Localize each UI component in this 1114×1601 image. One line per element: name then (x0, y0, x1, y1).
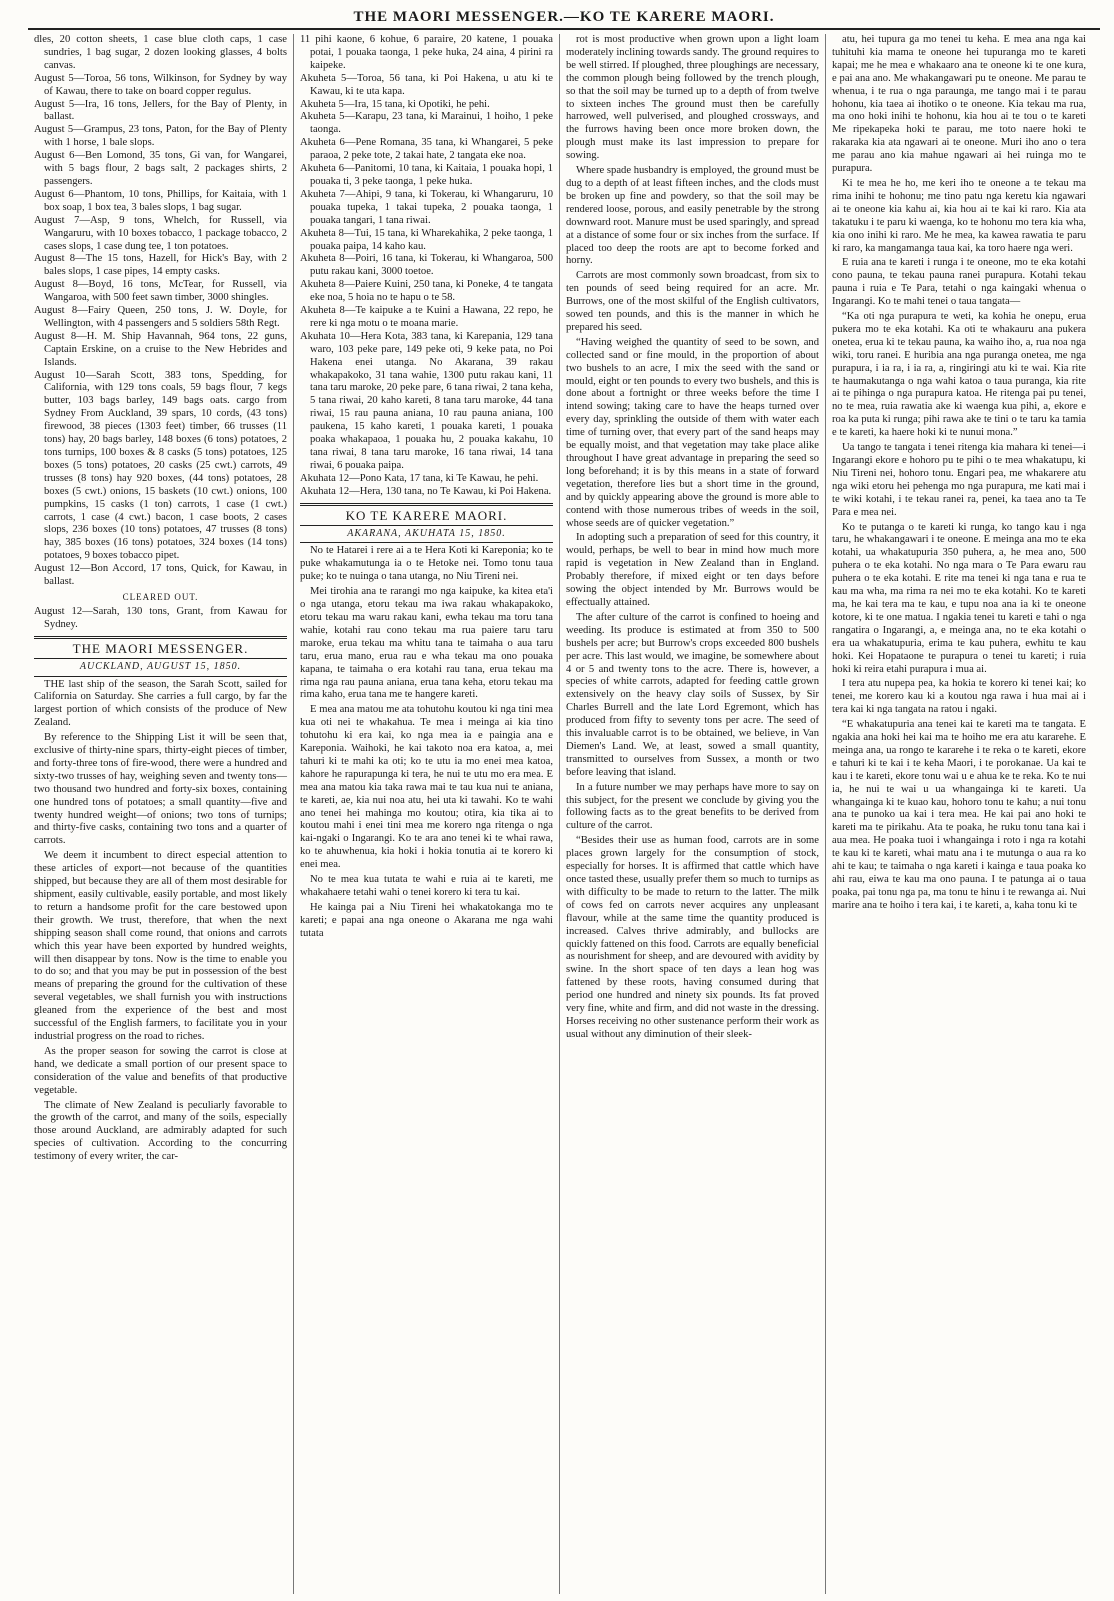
article-paragraph: E ruia ana te kareti i runga i te oneone, mo te eka kotahi cono pauna, te tekau pauna ranei purapura. Kotahi tekau pauna i ruia e Te Para, tetahi o nga kaingaki whenua o Ingarangi. Ko te mahi tenei o taua tangata— (832, 257, 1086, 308)
article-paragraph: In adopting such a preparation of seed for this country, it would, perhaps, be well to bear in mind how much more rapid is vegetation in New Zealand than in England. Probably therefore, if mixed eight or ten days before sowing the object intended by Mr. Burrows would be effectually attained. (566, 532, 819, 608)
article-paragraph: No te Hatarei i rere ai a te Hera Koti ki Kareponia; ko te puke whakamutunga ia o te Hetoke nei. Tomo tonu taua puke; ko te nuinga o tana utanga, no Niu Tireni nei. (300, 545, 553, 583)
columns (28, 34, 1100, 1594)
masthead-title: KO TE KARERE MAORI. (345, 507, 508, 523)
shipping-entry: Akuheta 6—Pene Romana, 35 tana, ki Whangarei, 5 peke paraoa, 2 peke tote, 2 takai hate, 2 tangata eke noa. (300, 137, 553, 162)
shipping-entry: Akuheta 8—Poiri, 16 tana, ki Tokerau, ki Whangaroa, 500 putu rakau kani, 3000 toetoe. (300, 253, 553, 278)
article-paragraph: E mea ana matou me ata tohutohu koutou ki nga tini mea kua oti nei te whakahua. Te mea i meinga ai kia tino tohutohu ki era kai, ko nga mea ia e paingia ana e Kareponia. Waihoki, he kai takoto noa era katoa, a, mei tahuri ki te mahi ka oti; ko te utu ia mo enei mea katoa, kahore he rapurapunga ki tera, he nui te utu mo era mea. E mea ana matou kia taka rawa mai te tau kua nui te aniana, te kareti, ae, kia nui noa atu, hei uta ki tawahi. Ko te wahi ano tenei hei mahinga mo koutou; otira, kia tika ai to koutou mahi i enei tini mea me korero nga ritenga o nga kai-ngaki o Ingarangi. Ko te ara ano tenei ki te whai rawa, ko te ahuwhenua, kia hoki i hokia tonutia ai te korero ki enei mea. (300, 704, 553, 871)
article-english (34, 679, 287, 1165)
article-paragraph: rot is most productive when grown upon a light loam moderately inclining towards sandy. The ground requires to be well stirred. If ploughed, three ploughings are necessary, the common plough being followed by the trench plough, so that the soil may be turned up to a depth of from twelve to sixteen inches The ground must then be carefully harrowed, well pulverised, and ploughed crossways, and the furrows having been once more broken down, the plough must make its last impression to prepare for sowing. (566, 34, 819, 162)
shipping-entry: August 5—Toroa, 56 tons, Wilkinson, for Sydney by way of Kawau, there to take on board copper regulus. (34, 72, 287, 97)
masthead-dateline: AUCKLAND, AUGUST 15, 1850. (34, 658, 287, 674)
running-head: THE MAORI MESSENGER.—KO TE KARERE MAORI. (28, 8, 1100, 30)
masthead-english (34, 636, 287, 677)
article-paragraph: As the proper season for sowing the carrot is close at hand, we dedicate a small portion of our present space to consideration of the value and benefits of that productive vegetable. (34, 1045, 287, 1096)
masthead-dateline: AKARANA, AKUHATA 15, 1850. (300, 525, 553, 541)
article-paragraph: I tera atu nupepa pea, ka hokia te korero ki tenei kai; ko tenei, me korero kau ki a koutou nga rawa i hua mai ai i tera kai ki nga tangata na ratou i ngaki. (832, 678, 1086, 716)
article-paragraph: By reference to the Shipping List it will be seen that, exclusive of thirty-nine spars, thirty-eight pieces of timber, and forty-three tons of fire-wood, there were a hundred and sixty-two trusses of hay, weighing seven and twenty tons—two thousand two hundred and forty-six boxes, containing one hundred tons of potatoes; a small quantity—five and twenty hundred weight—of onions; two tons of turnips; and thirty-five casks, containing two tons and a quarter of carrots. (34, 732, 287, 847)
shipping-entry: August 7—Asp, 9 tons, Whelch, for Russell, via Wangaruru, with 10 boxes tobacco, 1 package tobacco, 2 cases slops, 1 case dung tee, 1 ton potatoes. (34, 214, 287, 252)
shipping-entry: August 8—Fairy Queen, 250 tons, J. W. Doyle, for Wellington, with 4 passengers and 5 soldiers 58th Regt. (34, 305, 287, 329)
article-paragraph: Mei tirohia ana te rarangi mo nga kaipuke, ka kitea eta'i o nga utanga, etoru tekau ma iwa rakau whakapakoko, etoru tekau ma waru rakau kani, ewha tekau ma toru tana wahie, kotahi rau cono tekau ma rua paiere taru taru maroke, erua tekau ma whitu tana te taimaha o aua taru taru, erua mano, erua rau e wha tekau ma ono pouaka kapana, te taimaha o era kotahi rau tana, erua tekau ma rima nga rau pauna aniana, erua tana keha, etoru tekau ma rima kaho, erua tana me te hangere kareti. (300, 586, 553, 701)
article-paragraph: Where spade husbandry is employed, the ground must be dug to a depth of at least fifteen inches, and the clods must be broken up fine and powdery, so that the soil may be rendered loose, porous, and easily penetrable by the strong downward root. Manure must be used sparingly, and spread at a distance of some four or six inches from the surface. If placed too deep the roots are apt to become forked and horny. (566, 165, 819, 267)
article-paragraph: In a future number we may perhaps have more to say on this subject, for the present we conclude by giving you the following facts as to the great benefits to be derived from culture of the carrot. (566, 781, 819, 832)
article-maori (300, 545, 553, 940)
shipping-entry: August 6—Phantom, 10 tons, Phillips, for Kaitaia, with 1 box soap, 1 box tea, 3 bales slops, 1 bag sugar. (34, 188, 287, 213)
shipping-list-maori (300, 34, 553, 499)
article-paragraph: THE last ship of the season, the Sarah Scott, sailed for California on Saturday. She carries a full cargo, by far the largest portion of which consists of the produce of New Zealand. (34, 678, 287, 729)
shipping-entry: August 6—Ben Lomond, 35 tons, Gi van, for Wangarei, with 5 bags flour, 2 bags salt, 2 packages shirts, 2 passengers. (34, 150, 287, 187)
article-quote: “Besides their use as human food, carrots are in some places grown largely for the consumption of stock, especially for horses. It is affirmed that cattle which have once tasted these, usually prefer them so much to turnips as with difficulty to be made to return to the latter. The milk of cows fed on carrots never acquires any unpleasant flavour, while at the same time the quantity produced is increased. Calves thrive admirably, and bullocks are quickly fattened on this food. Carrots are equally beneficial as nourishment for sheep, and are devoured with avidity by swine. In the short space of ten days a lean hog was fattened by these roots, having consumed during that period one hundred and ninety six pounds. Its fat proved very fine, white and firm, and did not waste in the dressing. Horses receiving no other sustenance perform their work as usual without any diminution of their sleek- (566, 835, 819, 1040)
shipping-entry: Akuheta 7—Ahipi, 9 tana, ki Tokerau, ki Whangaruru, 10 pouaka tupeka, 1 takai tupeka, 2 pouaka taonga, 1 pouaka tangari, 1 tana riwai. (300, 188, 553, 226)
article-paragraph: Ki te mea he ho, me keri iho te oneone a te tekau ma rima inihi te hohonu; me tino patu nga keretu kia ngawari ai te oneone kia kahu ai, kia hou ai te kai ki raro. Kia ata takatuku i te paru ki waenga, ko te hohonu mo tera kia wha, kia ono inihi ki raro. Me he mea, ka kawea rawatia te paru ki raro, ka mangamanga taua kai, ka toro haere nga weri. (832, 177, 1086, 254)
article-paragraph: Ko te putanga o te kareti ki runga, ko tango kau i nga taru, he whakangawari i te oneone. E meinga ana mo te eka kotahi, ua whakatupuria 350 puhera, a, he mea ano, 500 puhera o te eka kotahi. No nga mara o Te Para ewaru rau puhera o te eka kotahi. E rite ma tenei ki nga tana e rua te kau ma wha, ma rima ra nei mo te eka kotahi. Ko te kareti ma, he kai tera ma te kau, e tupu noa ana ia ki te oneone kotore, ki te one matua. I ngakia tenei tu kareti e tahi o nga rangatira o Ingarangi, a, e meinga ana, no te eka kotahi o era ua whakatupuria, erima te kau puhera, ewhitu te kau hoki. Kei Hopataone te purapura o tenei tu kareti; i ruia hoki ki reira etahi purapura i mua ai. (832, 521, 1086, 675)
shipping-entry: Akuhata 10—Hera Kota, 383 tana, ki Karepania, 129 tana waro, 103 peke pare, 149 peke oti, 9 keke pata, no Poi Hakena enei utanga. No Akarana, 39 rakau whakapakoko, 31 tana wahie, 1300 putu rakau kani, 11 tana taru maroke, 20 peke pare, 6 tana riwai, 2 tana keha, 5 tana riwai, 20 kaho kareti, 8 tana taru maroke, 44 tana riwai, 15 rau pauna aniana, 10 rau pauna aniana, 100 paukena, 15 kaho kareti, 1 pouaka kareti, 1 pouaka poaka whakapaoa, 1 pouaka hu, 2 pouaka kakahu, 10 tana riwai, 8 tana taru maroke, 16 tana riwai, 14 tana riwai, 6 pouaka paipa. (300, 330, 553, 471)
shipping-entry: Akuheta 8—Tui, 15 tana, ki Wharekahika, 2 peke taonga, 1 pouaka paipa, 14 kaho kau. (300, 227, 553, 252)
article-paragraph: Ua tango te tangata i tenei ritenga kia mahara ki tenei—i Ingarangi ekore e hohoro pu te pihi o te mea whakatupu, ki Niu Tireni nei, hohoro tonu. Engari pea, me whakarere atu nga wiki etoru hei pehenga mo nga purapura, me kati mai i te wiki kotahi, i te tekau ranei ra, penei, ka taea ano ta Te Para e mea nei. (832, 442, 1086, 518)
article-paragraph: We deem it incumbent to direct especial attention to these articles of export—not because of the quantities shipped, but because they are all of them most desirable for shipment, easily cultivable, easily portable, and most likely to return a handsome profit for the care bestowed upon their growth. We trust, therefore, that when the next shipping season shall come round, that onions and carrots which this year have been exported by hundred weights, will then disappear by tons. Now is the time to enable you to do so; and that you may be put in possession of the best means of preparing the ground for the cultivation of these several vegetables, we shall furnish you with instructions gleaned from the experience of the best and most successful of the English farmers, to facilitate you in your industrial progress on the road to riches. (34, 850, 287, 1042)
shipping-entry: Akuheta 5—Karapu, 23 tana, ki Marainui, 1 hoiho, 1 peke taonga. (300, 111, 553, 136)
shipping-entry: Akuheta 5—Toroa, 56 tana, ki Poi Hakena, u atu ki te Kawau, ki te uta kapa. (300, 72, 553, 97)
shipping-entry: dles, 20 cotton sheets, 1 case blue cloth caps, 1 case sundries, 1 bag sugar, 2 dozen looking glasses, 4 bolts canvas. (34, 34, 287, 71)
shipping-entry: August 5—Grampus, 23 tons, Paton, for the Bay of Plenty with 1 horse, 1 bale slops. (34, 124, 287, 149)
masthead-maori (300, 503, 553, 544)
cleared-entry: Akuhata 12—Hera, 130 tana, no Te Kawau, ki Poi Hakena. (300, 485, 552, 497)
article-quote: “E whakatupuria ana tenei kai te kareti ma te tangata. E ngakia ana hoki hei kai ma te hoiho me era atu kararehe. E meinga ana, ua rongo te kararehe i te reka o te kareti, ekore e tahuri ki te kai i te keha Maori, i te porokanae. Ua kai te kau i te kareti, ekore tonu wai u e ahua ke te reka. Ko te nui ia, he nui te wai u ua whangainga ki te kareti. Ua whangainga ki te kuao kau, hohoro tonu te kahu; a nui tonu ana te punoko ua kai i tera mea. He kai pai ano hoki te kareti ma te pirikahu. Ata te poaka, he ruku tonu tana kai i aua mea. He poaka tuoi i whangainga i roto i nga ra kotahi te kau ki te kareti, whai matu ana i te mutunga o aua ra ko ahi te kau; te taimaha o nga kareti i kainga e taua poaka ko ahi rau, eiwa te kau ma ono pauna. I te patunga ai o taua poaka, pai tonu nga pa, ma tonu te hinu i te rewanga ai. Nui marire ana te hoiho i tera kai, i te kareti, a, kaha tonu ki te (832, 719, 1086, 911)
article-paragraph: atu, hei tupura ga mo tenei tu keha. E mea ana nga kai tuhituhi kia mama te oneone hei tupuranga mo te kareti kapai; me he mea e whakaaro ana te oneone ki te one kura, e pai ana ano. Me whakangawari pu te oneone. Me parau te whenua, i te rua o nga paraunga, me tango mai i te parau hohonu, kia taea ai ihotiko o te oneone. Kia tekau ma rua, ma ono hoki inihi te hohonu, kia hou ai te tou o te kareti Me ripekapeka hoki te parau, me toto naere hoki te rakaraka kia ata ngawari ai te oneone. Muri iho ano o tera me parau ano kia mahue ngawari ai hei ruinga mo te purapura. (832, 34, 1086, 175)
masthead-title: THE MAORI MESSENGER. (72, 640, 249, 656)
shipping-entry: August 8—Boyd, 16 tons, McTear, for Russell, via Wangaroa, with 500 feet sawn timber, 3000 shingles. (34, 279, 287, 304)
shipping-entry: August 8—H. M. Ship Havannah, 964 tons, 22 guns, Captain Erskine, on a cruise to the New Hebrides and Islands. (34, 330, 287, 368)
article-paragraph: The climate of New Zealand is peculiarly favorable to the growth of the carrot, and many of the soils, especially those around Auckland, are admirably adapted for such species of cultivation. According to the concurring testimony of every writer, the car- (34, 1099, 287, 1163)
column-maori-article (826, 34, 1092, 1594)
shipping-entry: 11 pihi kaone, 6 kohue, 6 paraire, 20 katene, 1 pouaka potai, 1 pouaka taonga, 1 peke huka, 24 aina, 4 pirini ra kaipeke. (300, 34, 553, 71)
shipping-entry: Akuheta 8—Te kaipuke a te Kuini a Hawana, 22 repo, he rere ki nga motu o te moana marie. (300, 305, 553, 329)
column-maori-shipping (294, 34, 560, 1594)
shipping-entry: August 5—Ira, 16 tons, Jellers, for the Bay of Plenty, in ballast. (34, 98, 287, 123)
shipping-entry: August 12—Bon Accord, 17 tons, Quick, for Kawau, in ballast. (34, 563, 287, 588)
shipping-entry: Akuheta 6—Panitomi, 10 tana, ki Kaitaia, 1 pouaka hopi, 1 pouaka ti, 3 peke taonga, 1 peke huka. (300, 163, 553, 187)
article-paragraph: He kainga pai a Niu Tireni hei whakatokanga mo te kareti; e papai ana nga oneone o Akarana me nga wahi tutata (300, 901, 553, 939)
shipping-entry: Akuheta 5—Ira, 15 tana, ki Opotiki, he pehi. (300, 98, 490, 110)
column-english-shipping (28, 34, 294, 1594)
shipping-entry: Akuheta 8—Paiere Kuini, 250 tana, ki Poneke, 4 te tangata eke noa, 5 hoia no te hapu o te 58. (300, 279, 553, 304)
shipping-entry: August 10—Sarah Scott, 383 tons, Spedding, for California, with 129 tons coals, 59 bags flour, 7 kegs butter, 103 bags barley, 149 bags oats. cargo from Sydney From Auckland, 39 spars, 10 cords, (43 tons) firewood, 38 pieces (1303 feet) timber, 66 trusses (11 tons) hay, 20 bags barley, 148 boxes (6 tons) potatoes, 2 tons turnips, 100 boxes & 8 casks (5 tons) potatoes, 125 boxes (5 tons) potatoes, 20 casks (25 cwt.) carrots, 49 trusses (8 tons) hay 920 boxes, (44 tons) potatoes, 28 boxes (5 cwt.) onions, 15 baskets (10 cwt.) onions, 100 pumpkins, 15 casks (1 ton) carrots, 1 case (1 cwt.) carrots, 1 case (4 cwt.) bacon, 1 case boots, 2 cases slops, 236 boxes (10 tons) potatoes, 47 trusses (8 tons) hay, 385 boxes (16 tons) potatoes, 324 boxes (14 tons) potatoes, 9 boxes tobacco pipet. (34, 369, 287, 562)
column-english-article (560, 34, 826, 1594)
cleared-out-heading: CLEARED OUT. (122, 591, 199, 602)
article-paragraph: The after culture of the carrot is confined to hoeing and weeding. Its produce is estimated at from 350 to 500 bushels per acre; but Burrow's crops exceeded 800 bushels per acre. This last would, we imagine, be somewhere about 4 or 5 and twenty tons to the acre. There is, however, a species of white carrots, adapted for feeding cattle grown extensively on the heavy clay soils of Sussex, by Sir Charles Burrell and the late Lord Egremont, which has produced from fifty to seventy tons per acre. The seed of this invaluable carrot is to be obtained, we believe, in Van Diemen's Land. We, at least, sowed a small quantity, transmitted to ourselves from Sussex, a month or two before leaving that island. (566, 611, 819, 778)
shipping-entry: Akuhata 12—Pono Kata, 17 tana, ki Te Kawau, he pehi. (300, 472, 539, 484)
shipping-list-english (34, 34, 287, 632)
article-quote: “Having weighed the quantity of seed to be sown, and collected sand or fine mould, in the proportion of about two bushels to an acre, I mix the seed with the sand or mould, eight or ten pounds to every two bushels, and this is done about a fortnight or three weeks before the time I intend sowing; taking care to have the heaps turned over every day, sprinkling the outside of them with water each time of turning over, that every part of the sand heaps may be equally moist, and that vegetation may take place alike throughout I have great advantage in preparing the seed so long beforehand; it is by this means in a state of forward vegetation, therefore lies but a short time in the ground, and by quickly appearing above the ground is more able to contend with those numerous tribes of weeds in the soil, whose seeds are of quicker vegetation.” (566, 336, 819, 529)
article-paragraph: No te mea kua tutata te wahi e ruia ai te kareti, me whakahaere tetahi wahi o tenei korero ki tera tu kai. (300, 874, 553, 898)
article-quote: “Ka oti nga purapura te weti, ka kohia he onepu, erua pukera mo te eka kotahi. Ka oti te whakauru ana pukera onetea, erua ki te tekau pauna, ka waiho iho, a, rua noa nga wiki, toru ranei. E huribia ana nga puranga onetea, me nga purapura, i ia ra, i ia ra, a, ringiringi atu ki te wai. Kia rite te haumakutanga o nga wahi katoa o taua puranga, kia rite ai te pihinga o nga purapura katoa. He ritenga pai pu tenei, no te mea, ruia rawatia ake ki waenga kua pihi, a, ekore e roa ka puta ki runga; pihi rawa ake te tini o te taru ka tamia e te kareti, ka haere hoki ki te nunui mona.” (832, 311, 1086, 439)
shipping-entry: August 8—The 15 tons, Hazell, for Hick's Bay, with 2 bales slops, 1 case pipes, 14 empty casks. (34, 253, 287, 278)
article-paragraph: Carrots are most commonly sown broadcast, from six to ten pounds of seed being required for an acre. Mr. Burrows, one of the most skilful of the English cultivators, sowed ten pounds, and this is the manner in which he prepared his seed. (566, 270, 819, 333)
cleared-entry: August 12—Sarah, 130 tons, Grant, from Kawau for Sydney. (34, 605, 287, 630)
